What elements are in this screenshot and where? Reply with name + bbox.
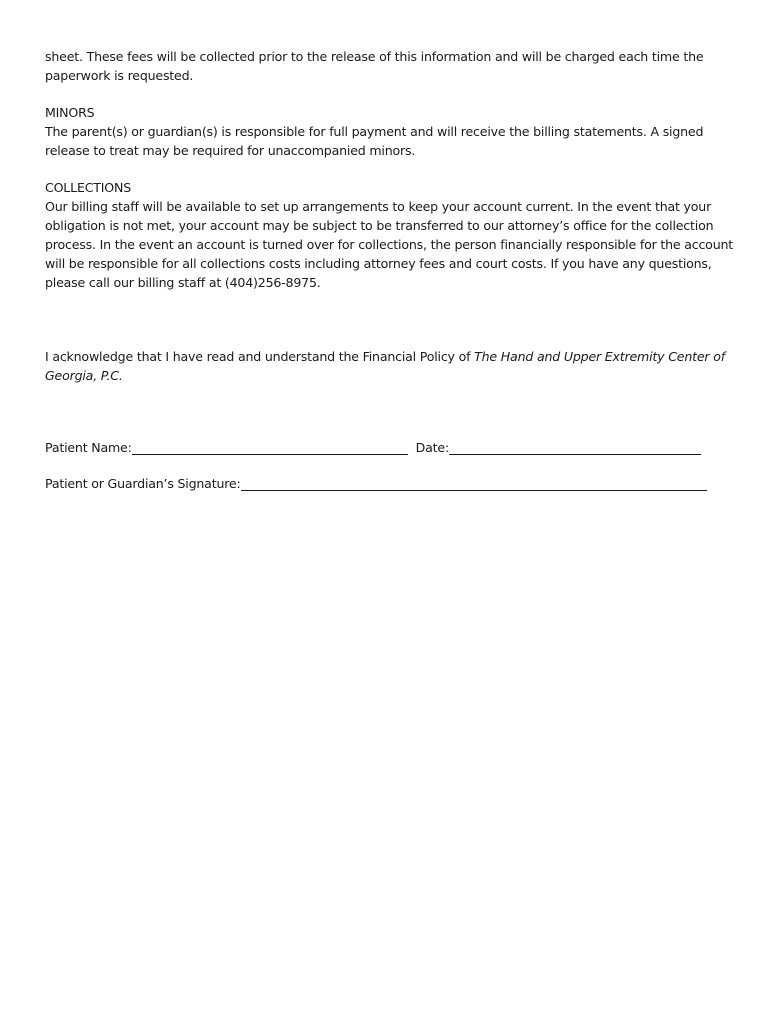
signature-label: Patient or Guardian’s Signature: [45, 476, 241, 491]
financial-policy-page [45, 47, 735, 493]
signature-field[interactable] [241, 476, 707, 491]
patient-name-field[interactable] [132, 440, 408, 455]
patient-name-row [45, 438, 735, 457]
collections-heading: COLLECTIONS [45, 180, 132, 195]
signature-row [45, 474, 735, 493]
minors-paragraph: The parent(s) or guardian(s) is responsible for full payment and will receive the billing statements. A signed release to treat may be required for unaccompanied minors. [45, 124, 704, 158]
acknowledgement-text: I acknowledge that I have read and understand the Financial Policy of [45, 349, 475, 364]
patient-name-label: Patient Name: [45, 440, 132, 455]
date-field[interactable] [449, 440, 701, 455]
collections-paragraph: Our billing staff will be available to set up arrangements to keep your account current. In the event that your obligation is not met, your account may be subject to be transferred to our attorney’s office for the collection process. In the event an account is turned over for collections, the person financially responsible for the account will be responsible for all collections costs including attorney fees and court costs. If you have any questions, please call our billing staff at (404)256-8975. [45, 199, 733, 290]
date-label: Date: [415, 440, 450, 455]
minors-section [45, 103, 735, 160]
acknowledgement-paragraph [45, 347, 735, 385]
minors-heading: MINORS [45, 105, 95, 120]
intro-paragraph: sheet. These fees will be collected prior to the release of this information and will be charged each time the paperwork is requested. [45, 49, 704, 83]
organization-name: The Hand and Upper Extremity Center of Georgia, P.C. [45, 349, 725, 383]
collections-section [45, 178, 735, 292]
